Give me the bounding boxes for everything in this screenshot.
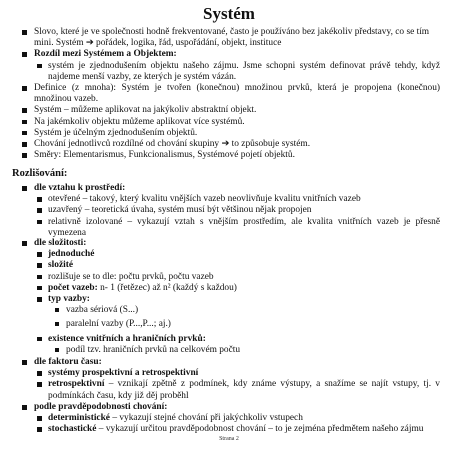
list-item — [34, 379, 440, 401]
section-heading: Rozlišování: — [12, 168, 68, 179]
probability-list — [22, 402, 440, 436]
list-item — [34, 283, 440, 294]
complexity-list — [22, 238, 440, 356]
list-item: dle faktoru času: — [22, 357, 440, 368]
list-item: existence vnitřních a hraničních prvků: — [34, 334, 440, 345]
list-item: otevřené – takový, který kvalitu vnějších vazeb neovlivňuje kvalitu vnitřních vazeb — [34, 194, 440, 205]
list-item: podle pravděpodobnosti chování: — [22, 402, 440, 413]
list-item — [34, 413, 440, 424]
item-label: deterministické — [48, 413, 110, 424]
list-item: Na jakémkoliv objektu můžeme aplikovat více systémů. — [22, 117, 440, 128]
item-label: počet vazeb: — [48, 282, 98, 293]
list-item: podíl tzv. hraničních prvků na celkovém počtu — [52, 345, 440, 356]
list-item: vazba sériová (S...) — [52, 305, 440, 316]
list-item: systém je zjednodušením objektu našeho zájmu. Jsme schopni systém definovat právě tehdy, když najdeme menší vazby, ze kterých je systém vázán. — [34, 61, 440, 83]
item-text: n- 1 (řetězec) až n² (každý s každou) — [100, 282, 237, 293]
list-item: Systém – můžeme aplikovat na jakýkoliv abstraktní objekt. — [22, 105, 440, 116]
list-item: dle složitosti: — [22, 238, 440, 249]
intro-list — [22, 27, 440, 161]
list-item: typ vazby: — [34, 294, 440, 305]
page-footer: Strana 2 — [219, 436, 239, 442]
time-list — [22, 357, 440, 402]
item-text: – vznikají zpětně z podmínek, kdy známe výstupy, a snažíme se najít vstupy, tj. v podmínkách času, kdy již děj proběhl — [48, 379, 440, 401]
relation-list — [22, 183, 440, 239]
list-item: Slovo, které je ve společnosti hodně frekventované, často je používáno bez jakékoliv představy, co se tím mini. Systém ➔ pořádek, logika, řád, uspořádání, objekt, instituce — [22, 27, 440, 49]
list-item: jednoduché — [34, 249, 440, 260]
list-item: uzavřený – teoretická úvaha, systém musí být většinou nějak propojen — [34, 205, 440, 216]
list-item: Směry: Elementarismus, Funkcionalismus, Systémové pojetí objektů. — [22, 150, 440, 161]
list-item: rozlišuje se to dle: počtu prvků, počtu vazeb — [34, 272, 440, 283]
list-item — [34, 424, 440, 435]
list-item — [34, 368, 440, 379]
item-label: stochastické — [48, 424, 97, 435]
list-item: Definice (z mnoha): Systém je tvořen (konečnou) množinou prvků, která je propojena (konečnou) množinou vazeb. — [22, 83, 440, 105]
list-item: Chování jednotlivců rozdílné od chování skupiny ➔ to způsobuje systém. — [22, 139, 440, 150]
list-item: složité — [34, 260, 440, 271]
item-text: – vykazují stejné chování při jakýchkoliv vstupech — [109, 413, 303, 424]
list-item: Rozdíl mezi Systémem a Objektem: — [22, 49, 440, 60]
page-title: Systém — [203, 4, 255, 23]
list-item: dle vztahu k prostředí: — [22, 183, 440, 194]
list-item: relativně izolované – vykazují vztah s vnějším prostředím, ale kvalita vnitřních vazeb je přesně vymezena — [34, 217, 440, 239]
list-item: paralelní vazby (P...,P...; aj.) — [52, 319, 440, 330]
item-label: systémy prospektivní a retrospektivní — [48, 368, 199, 379]
item-label: retrospektivní — [48, 379, 105, 390]
list-item: Systém je účelným zjednodušením objektů. — [22, 128, 440, 139]
item-text: – vykazují určitou pravděpodobnost chování – to je zejména předmětem našeho zájmu — [96, 424, 424, 435]
